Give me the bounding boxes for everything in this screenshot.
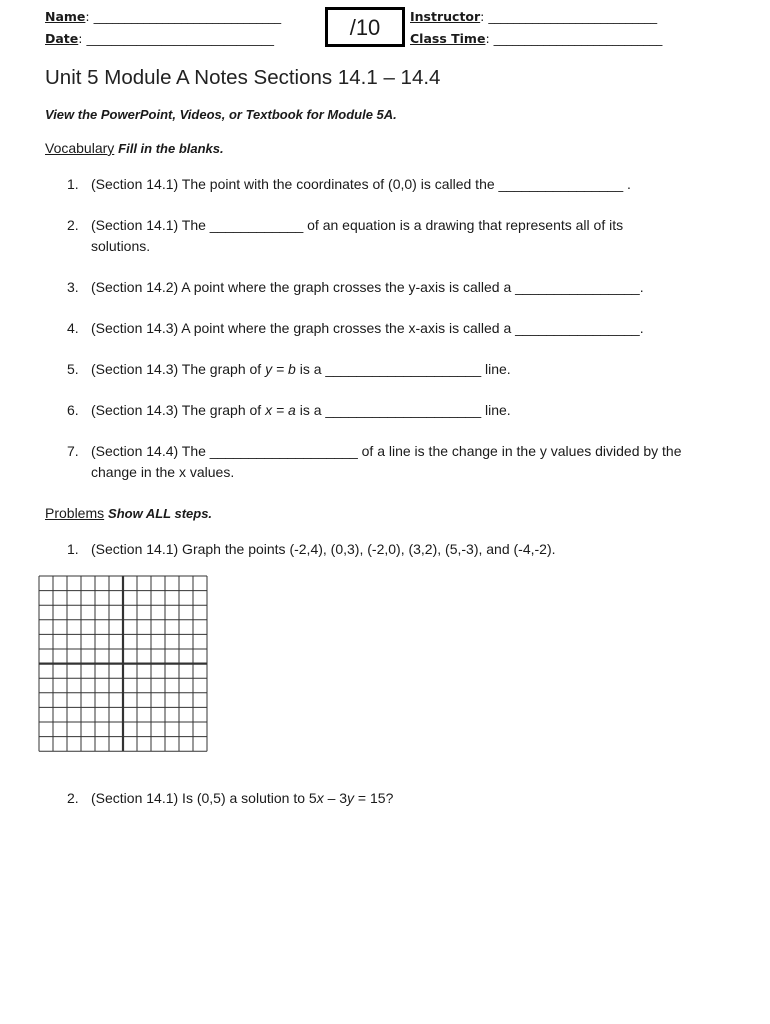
item-text: (Section 14.3) A point where the graph crosses the x-axis is called a ________________. xyxy=(91,320,644,336)
name-line xyxy=(45,9,281,25)
class-time-label: Class Time xyxy=(410,31,486,46)
item-number: 2. xyxy=(67,790,79,806)
problems-heading xyxy=(45,505,212,521)
coordinate-grid[interactable] xyxy=(38,575,208,753)
page-subtitle: View the PowerPoint, Videos, or Textbook for Module 5A. xyxy=(45,107,397,122)
item-var-y: y xyxy=(347,790,355,806)
problems-title: Problems xyxy=(45,505,105,521)
date-line xyxy=(45,31,274,47)
item-number: 7. xyxy=(67,443,79,459)
vocabulary-heading xyxy=(45,140,224,156)
item-math: y = b xyxy=(265,361,296,377)
item-text-post: is a ____________________ line. xyxy=(295,402,511,418)
item-text: (Section 14.1) The point with the coordinates of (0,0) is called the ________________ . xyxy=(91,176,631,192)
item-text-pre: (Section 14.1) Is (0,5) a solution to 5 xyxy=(91,790,317,806)
class-time-line xyxy=(410,31,662,47)
item-text: (Section 14.1) Graph the points (-2,4), (0,3), (-2,0), (3,2), (5,-3), and (-4,-2). xyxy=(91,541,556,557)
item-number: 5. xyxy=(67,361,79,377)
item-number: 4. xyxy=(67,320,79,336)
date-label: Date xyxy=(45,31,79,46)
item-number: 1. xyxy=(67,541,79,557)
date-blank[interactable]: : ______________________________ xyxy=(78,31,274,46)
vocabulary-instruction: Fill in the blanks. xyxy=(118,141,224,156)
item-number: 3. xyxy=(67,279,79,295)
class-time-blank[interactable]: : ___________________________ xyxy=(485,31,663,46)
item-number: 6. xyxy=(67,402,79,418)
item-var-x: x xyxy=(316,790,324,806)
instructor-blank[interactable]: : ___________________________ xyxy=(480,9,658,24)
item-text xyxy=(91,788,711,809)
problems-instruction: Show ALL steps. xyxy=(108,506,213,521)
vocabulary-title: Vocabulary xyxy=(45,140,115,156)
item-text-mid: – 3 xyxy=(323,790,348,806)
instructor-line xyxy=(410,9,657,25)
item-number: 1. xyxy=(67,176,79,192)
item-text-post: = 15? xyxy=(354,790,394,806)
item-text: (Section 14.2) A point where the graph crosses the y-axis is called a ________________. xyxy=(91,279,644,295)
name-label: Name xyxy=(45,9,86,24)
name-blank[interactable]: : ______________________________ xyxy=(85,9,282,24)
item-text-pre: (Section 14.3) The graph of xyxy=(91,361,266,377)
instructor-label: Instructor xyxy=(410,9,481,24)
score-box: /10 xyxy=(325,7,405,47)
item-math: x = a xyxy=(265,402,296,418)
item-text: (Section 14.4) The ___________________ of a line is the change in the y values divided by the change in the x values. xyxy=(91,443,682,480)
item-text-pre: (Section 14.3) The graph of xyxy=(91,402,266,418)
item-text-post: is a ____________________ line. xyxy=(295,361,511,377)
item-number: 2. xyxy=(67,217,79,233)
page-title: Unit 5 Module A Notes Sections 14.1 – 14.4 xyxy=(45,66,441,89)
item-text xyxy=(91,359,711,380)
item-text xyxy=(91,400,711,421)
item-text: (Section 14.1) The ____________ of an equation is a drawing that represents all of its solutions. xyxy=(91,217,624,254)
